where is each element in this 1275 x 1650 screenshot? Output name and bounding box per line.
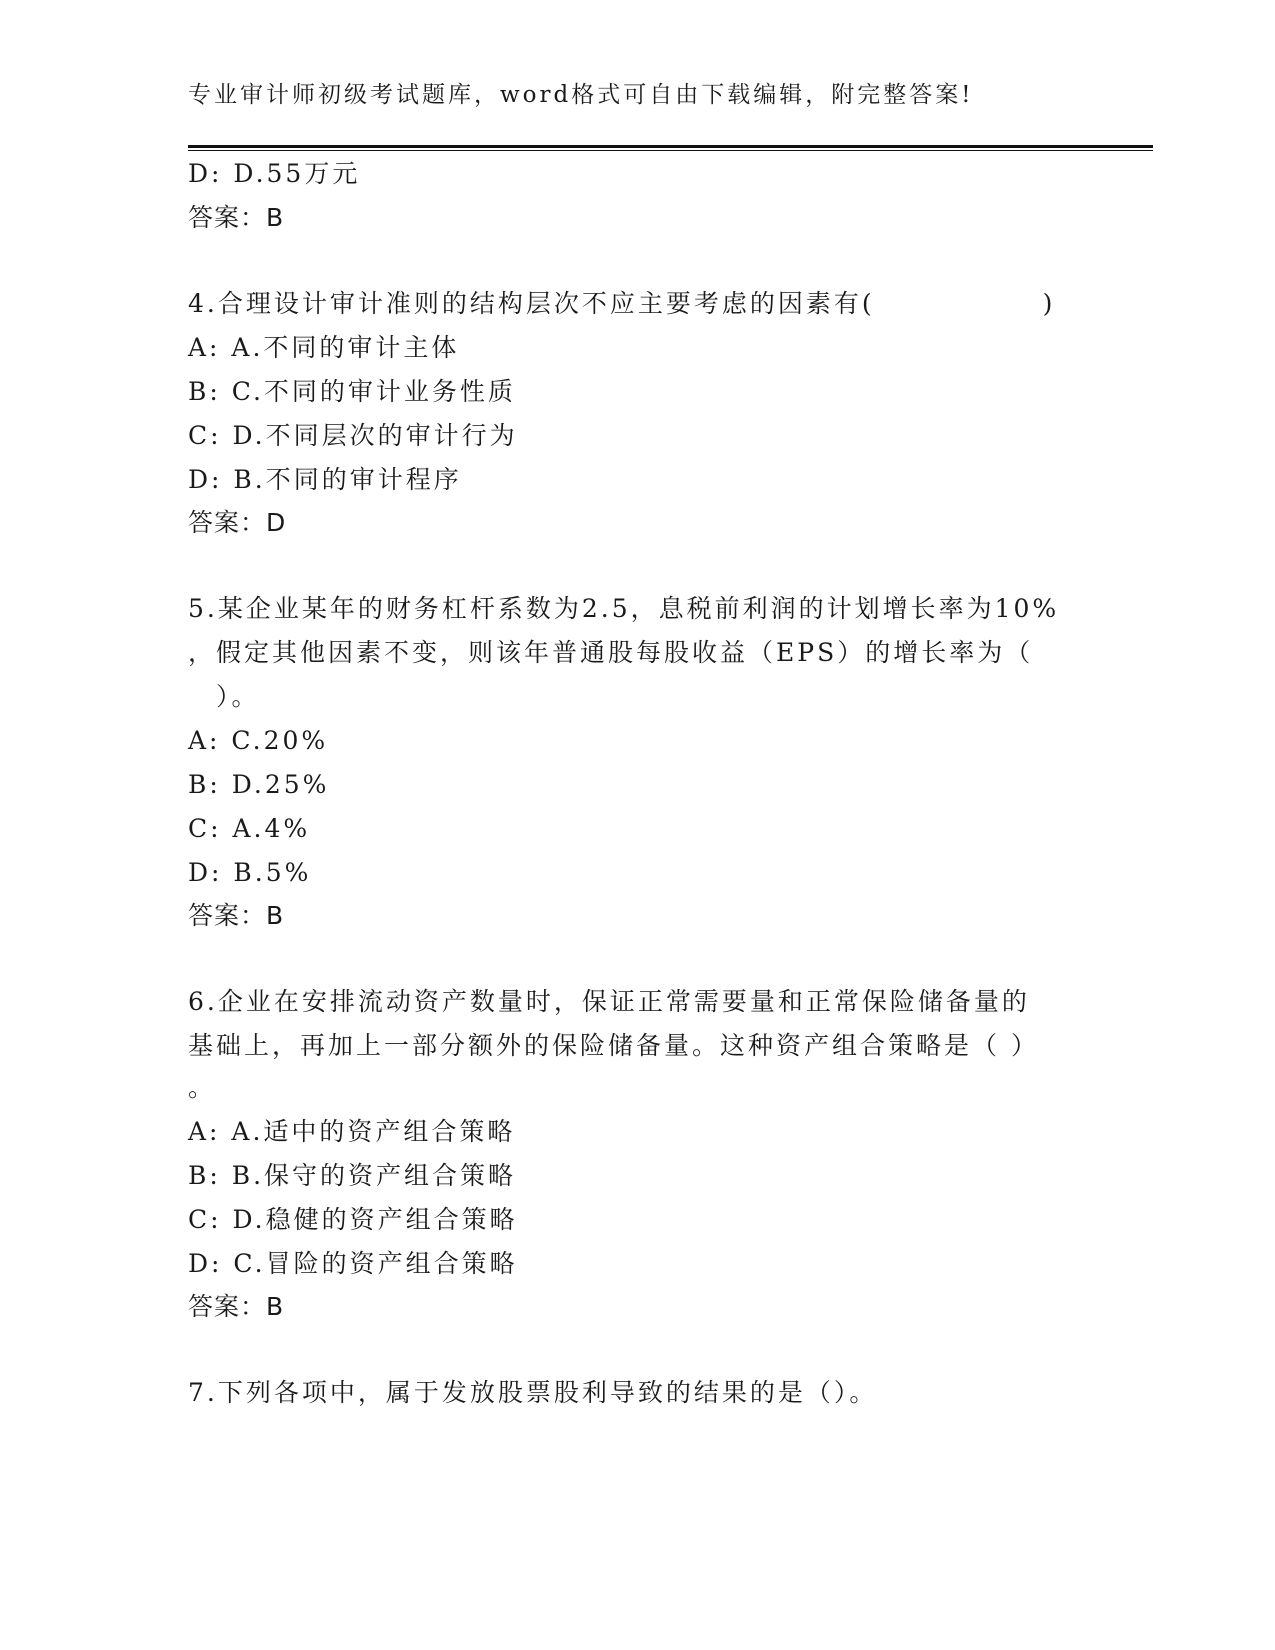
- header-divider: [188, 145, 1153, 151]
- question-line: ，假定其他因素不变，则该年普通股每股收益（EPS）的增长率为（: [188, 638, 1034, 667]
- option-line: D: D.55万元: [188, 159, 361, 188]
- option-line: B: B.保守的资产组合策略: [188, 1161, 517, 1190]
- option-line: D: B.不同的审计程序: [188, 465, 462, 494]
- option-line: B: D.25%: [188, 770, 330, 799]
- answer-line: 答案：B: [188, 203, 285, 232]
- question-line: 。: [188, 1073, 217, 1102]
- option-line: D: C.冒险的资产组合策略: [188, 1249, 518, 1278]
- option-line: D: B.5%: [188, 858, 312, 887]
- option-line: A: A.适中的资产组合策略: [188, 1117, 516, 1146]
- answer-line: 答案：B: [188, 1292, 285, 1321]
- question-line: 4.合理设计审计准则的结构层次不应主要考虑的因素有( ): [188, 289, 1056, 318]
- question-line: 5.某企业某年的财务杠杆系数为2.5，息税前利润的计划增长率为10%: [188, 594, 1060, 623]
- page-header: 专业审计师初级考试题库，word格式可自由下载编辑，附完整答案!: [188, 82, 974, 108]
- answer-line: 答案：B: [188, 901, 285, 930]
- option-line: A: A.不同的审计主体: [188, 333, 460, 362]
- question-line: 基础上，再加上一部分额外的保险储备量。这种资产组合策略是（ ）: [188, 1031, 1039, 1060]
- option-line: C: D.不同层次的审计行为: [188, 421, 518, 450]
- question-line: ）。: [188, 682, 260, 711]
- option-line: C: D.稳健的资产组合策略: [188, 1205, 518, 1234]
- option-line: C: A.4%: [188, 814, 311, 843]
- option-line: B: C.不同的审计业务性质: [188, 377, 516, 406]
- option-line: A: C.20%: [188, 726, 329, 755]
- question-line: 6.企业在安排流动资产数量时，保证正常需要量和正常保险储备量的: [188, 987, 1030, 1016]
- answer-line: 答案：D: [188, 508, 287, 537]
- question-line: 7.下列各项中，属于发放股票股利导致的结果的是（）。: [188, 1378, 878, 1407]
